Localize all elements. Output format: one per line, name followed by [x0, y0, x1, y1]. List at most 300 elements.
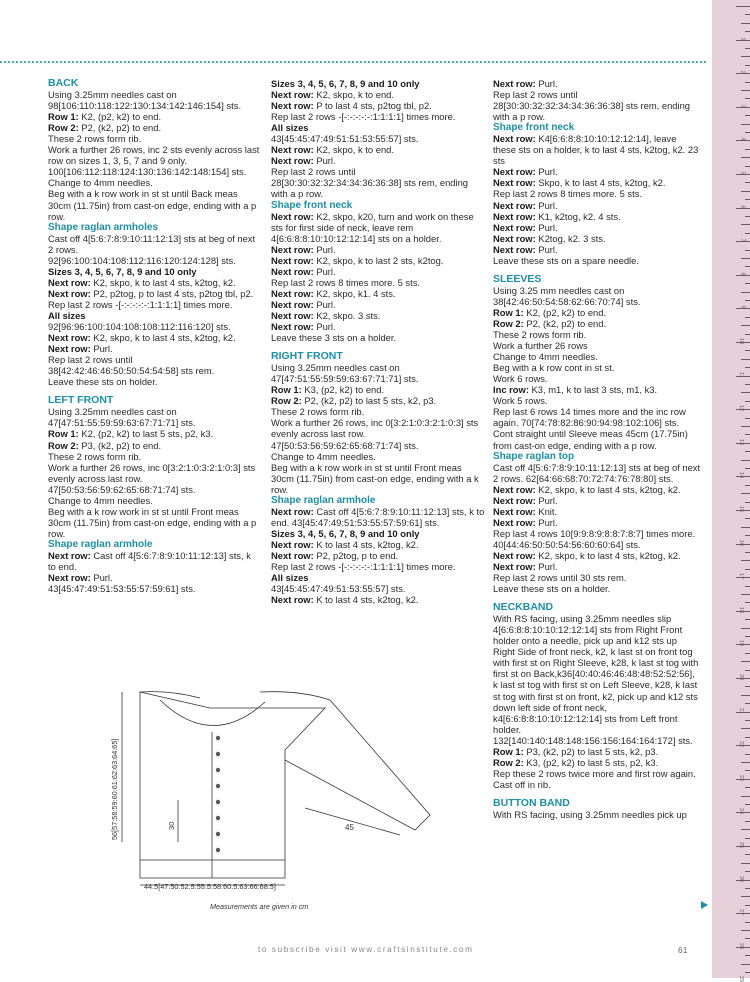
height-label: 56[57:58:59:60:61:62:63:64:65]: [110, 738, 119, 840]
instruction-line: [271, 572, 485, 583]
instruction-label: Row 2:: [48, 439, 79, 451]
ruler-tick: [745, 653, 750, 654]
instruction-line: 47[50:53:56:59:62:65:68:71:74] sts.: [271, 439, 419, 451]
ruler-tick: [745, 266, 750, 267]
ruler-tick: [741, 829, 750, 830]
ruler-number: 15: [737, 505, 744, 513]
instruction-line: Row 2: P2, (k2, p2) to end.: [48, 122, 162, 134]
instruction-line: Row 2: K3, (p2, k2) to last 5 sts, p2, k3.: [493, 756, 659, 768]
instruction-line: Next row: Purl.: [493, 494, 558, 506]
subheading: Shape raglan armhole: [271, 494, 376, 506]
ruler-tick: [745, 619, 750, 620]
ruler-tick: [741, 560, 750, 561]
section-heading: SLEEVES: [493, 272, 542, 285]
ruler-number: 18: [737, 606, 744, 613]
ruler-tick: [745, 502, 750, 503]
instruction-label: Next row:: [271, 89, 314, 101]
instruction-line: Rep last 2 rows until 30 sts rem.: [493, 572, 627, 584]
cardigan-schematic: [100, 690, 445, 890]
instruction-line: Row 1: K2, (p2, k2) to end.: [493, 306, 607, 318]
instruction-line: Next row: Purl.: [271, 321, 336, 333]
instruction-line: Rep last 2 rows -[-:-:-:-:-:1:1:1:1] times more.: [48, 298, 233, 310]
ruler-tick: [736, 137, 750, 141]
ruler-tick: [741, 292, 750, 293]
instruction-line: Row 1: P3, (k2, p2) to last 5 sts, k2, p3.: [493, 745, 659, 757]
ruler-tick: [741, 56, 750, 57]
instruction-line: Using 3.25mm needles cast on 98[106:110:118:122:130:134:142:146:154] sts.: [48, 89, 242, 112]
ruler-tick: [741, 762, 750, 763]
instruction-line: Leave these sts on a holder.: [493, 583, 611, 595]
instruction-label: Next row:: [271, 321, 314, 333]
instruction-line: Using 3.25mm needles cast on 47[47:51:55:59:59:63:67:71:71] sts.: [48, 406, 196, 429]
ruler-number: 9: [739, 305, 746, 309]
ruler-tick: [745, 922, 750, 923]
instruction-line: Change to 4mm needles.: [271, 450, 376, 462]
instruction-line: Next row: K1, k2tog, k2. 4 sts.: [493, 210, 621, 222]
ruler-number: 21: [737, 707, 744, 714]
ruler-tick: [741, 661, 750, 662]
ruler-tick: [745, 686, 750, 687]
ruler-tick: [745, 350, 750, 351]
instruction-label: Next row:: [493, 199, 536, 211]
ruler-number: 11: [738, 371, 745, 378]
ruler-tick: [745, 602, 750, 603]
ruler-tick: [745, 384, 750, 385]
ruler-tick: [741, 930, 750, 931]
instruction-line: Rep last 2 rows 8 times more. 5 sts.: [493, 188, 643, 200]
instruction-line: Next row: P2, p2tog, p to end.: [271, 549, 399, 561]
instruction-label: Next row:: [493, 494, 536, 506]
instruction-label: Next row:: [271, 298, 314, 310]
ruler-tick: [741, 728, 750, 729]
ruler-number: 23: [737, 774, 744, 781]
instruction-line: Work 5 rows.: [493, 395, 548, 407]
instruction-line: Leave these sts on a spare needle.: [493, 254, 639, 266]
instruction-label: Next row:: [48, 572, 91, 584]
ruler-tick: [745, 199, 750, 200]
instruction-line: 92[96:100:104:108:112:116:120:124:128] sts.: [48, 254, 236, 266]
sleeve-outline: [260, 692, 430, 830]
instruction-label: Next row:: [271, 144, 314, 156]
instruction-label: Next row:: [493, 166, 536, 178]
ruler-number: 29: [737, 976, 744, 982]
instruction-line: Next row: Purl.: [493, 221, 558, 233]
ruler-tick: [741, 594, 750, 595]
ruler-number: 22: [737, 741, 744, 748]
instruction-label: Next row:: [493, 210, 536, 222]
instruction-line: Next row: K2, skpo, k to end.: [271, 144, 394, 156]
ruler-number: 16: [737, 539, 744, 546]
ruler-tick: [741, 224, 750, 225]
ruler-tick: [745, 737, 750, 738]
ruler-tick: [741, 796, 750, 797]
instruction-line: Row 1: K3, (p2, k2) to end.: [271, 384, 385, 396]
shoulder-raglan-left: [140, 692, 200, 698]
instruction-line: Rep last 6 rows 14 times more and the inc row again. 70[74:78:82:86:90:94:98:102:106] sts.: [493, 406, 686, 429]
instruction-line: These 2 rows form rib.: [48, 133, 142, 145]
section-heading: BACK: [48, 77, 79, 89]
ruler-number: 12: [737, 405, 744, 412]
ruler-tick: [745, 98, 750, 99]
instruction-line: Cast off 4[5:6:7:8:9:10:11:12:13] sts at beg of next 2 rows. 62[64:66:68:70:72:74:76:78:80] sts.: [493, 461, 701, 484]
instruction-label: Row 2:: [493, 756, 524, 768]
instruction-line: Cast off 4[5:6:7:8:9:10:11:12:13] sts at beg of next 2 rows.: [48, 232, 256, 255]
instruction-label: Next row:: [493, 78, 536, 89]
subheading: Shape front neck: [271, 199, 353, 211]
ruler-tick: [745, 182, 750, 183]
instruction-line: 47[50:53:56:59:62:65:68:71:74] sts.: [48, 483, 196, 495]
ruler-tick: [745, 451, 750, 452]
column-2: [271, 78, 485, 605]
ruler-tick: [745, 938, 750, 939]
instruction-line: Next row: Cast off 4[5:6:7:8:9:10:11:12:13] sts, k to end. 43[45:47:49:51:53:55:57:59:61] sts.: [271, 505, 485, 528]
instruction-line: Rep last 2 rows -[-:-:-:-:-:1:1:1:1] times more.: [271, 561, 456, 573]
instruction-line: Using 3.25mm needles cast on 47[47:51:55:59:59:63:67:71:71] sts.: [271, 362, 419, 385]
ruler-tick: [741, 23, 750, 24]
instruction-line: Leave these 3 sts on a holder.: [271, 332, 397, 344]
ruler-tick: [745, 972, 750, 973]
instruction-label: Next row:: [493, 549, 536, 561]
instruction-label: Next row:: [271, 100, 314, 112]
instruction-line: Row 1: K2, (p2, k2) to end.: [48, 111, 162, 123]
instruction-line: Work a further 26 rows: [493, 340, 588, 352]
ruler-tick: [745, 334, 750, 335]
instruction-line: Change to 4mm needles.: [48, 177, 153, 189]
ruler-tick: [745, 250, 750, 251]
instruction-line: Rep last 2 rows 8 times more. 5 sts.: [271, 276, 421, 288]
ruler-tick: [745, 14, 750, 15]
neck-line: [160, 700, 265, 726]
instruction-label: Next row:: [48, 276, 91, 288]
instruction-line: Next row: K2, skpo, k to end.: [271, 89, 394, 101]
instruction-label: Row 1:: [48, 111, 79, 123]
column-1: [48, 78, 260, 594]
section-heading: LEFT FRONT: [48, 394, 114, 407]
ruler-tick: [745, 636, 750, 637]
instruction-line: These 2 rows form rib.: [48, 450, 142, 462]
instruction-line: Rep last 2 rows until 28[30:30:32:32:34:34:36:36:38] sts rem, ending with a p row.: [271, 166, 469, 200]
ruler-tick: [741, 628, 750, 629]
instruction-label: Next row:: [271, 265, 314, 277]
instruction-label: Row 1:: [493, 745, 524, 757]
instruction-line: Row 2: P2, (k2, p2) to end.: [493, 317, 607, 329]
ruler-number: 27: [737, 909, 744, 916]
instruction-line: Next row: K to last 4 sts, k2tog, k2.: [271, 594, 419, 606]
ruler-tick: [745, 670, 750, 671]
instruction-line: Next row: Cast off 4[5:6:7:8:9:10:11:12:13] sts, k to end.: [48, 549, 251, 573]
instruction-label: Row 1:: [271, 384, 302, 396]
subheading: Shape raglan top: [493, 450, 575, 462]
ruler-tick: [741, 863, 750, 864]
ruler-tick: [745, 317, 750, 318]
ruler-tick: [736, 6, 750, 7]
instruction-label: Next row:: [271, 243, 314, 255]
instruction-label: Inc row:: [493, 384, 529, 396]
ruler-tick: [745, 468, 750, 469]
ruler-tick: [745, 770, 750, 771]
diagram-caption: Measurements are given in cm: [210, 902, 309, 911]
ruler-tick: [745, 518, 750, 519]
instruction-line: Row 1: K2, (p2, k2) to last 5 sts, p2, k3.: [48, 428, 214, 440]
instruction-line: Work a further 26 rows, inc 0[3:2:1:0:3:2:1:0:3] sts evenly across last row.: [48, 461, 256, 484]
ruler-tick: [745, 888, 750, 889]
instruction-line: Next row: Purl.: [271, 155, 336, 167]
ruler-number: 1: [739, 37, 746, 41]
ruler-number: 7: [739, 238, 746, 242]
instruction-line: Change to 4mm needles.: [493, 351, 598, 363]
instruction-line: Work a further 26 rows, inc 0[3:2:1:0:3:2:1:0:3] sts evenly across last row.: [271, 417, 479, 440]
ruler-tick: [745, 485, 750, 486]
ruler-tick: [741, 90, 750, 91]
instruction-label: Next row:: [493, 232, 536, 244]
instruction-line: Next row: K2, skpo, k to last 4 sts, k2tog, k2.: [493, 549, 681, 561]
continue-arrow-icon: [701, 901, 708, 909]
ruler-number: 14: [737, 472, 744, 479]
subheading: Shape front neck: [493, 122, 575, 134]
page-number: 61: [678, 945, 688, 955]
instruction-label: Next row:: [271, 505, 314, 517]
ruler-tick: [741, 258, 750, 259]
instruction-line: Beg with a k row work in st st until Front meas 30cm (11.75in) from cast-on edge, ending with a p row.: [48, 505, 257, 539]
instruction-label: Next row:: [493, 516, 536, 528]
instruction-line: Next row: Purl.: [493, 516, 558, 528]
instruction-label: Row 1:: [493, 306, 524, 318]
instruction-line: Beg with a k row cont in st st.: [493, 362, 615, 374]
instruction-label: Sizes 3, 4, 5, 6, 7, 8, 9 and 10 only: [48, 265, 197, 277]
instruction-label: Next row:: [271, 254, 314, 266]
ruler-tick: [741, 359, 750, 360]
ruler-tick: [745, 804, 750, 805]
instruction-line: Next row: K2tog, k2. 3 sts.: [493, 232, 606, 244]
instruction-line: 43[45:47:49:51:53:55:57:59:61] sts.: [48, 583, 196, 595]
instruction-line: Cont straight until Sleeve meas 45cm (17.75in) from cast-on edge, ending with a p row.: [493, 428, 688, 451]
ruler-number: 3: [739, 104, 746, 108]
ruler-tick: [745, 905, 750, 906]
ruler-tick: [745, 115, 750, 116]
instruction-line: 43[45:45:47:49:51:53:55:57] sts.: [271, 583, 406, 595]
ruler-number: 28: [737, 942, 744, 949]
section-heading: RIGHT FRONT: [271, 350, 343, 363]
ruler-tick: [736, 305, 750, 309]
instruction-label: Next row:: [48, 332, 91, 344]
buttons: [216, 736, 220, 852]
ruler-tick: [745, 233, 750, 234]
instruction-line: Next row: K4[6:6:8:8:10:10:12:12:14], leave these sts on a holder, k to last 4 sts, k2tog, k2. 23 sts: [493, 133, 699, 167]
ruler-number: 10: [737, 337, 744, 345]
ruler-tick: [745, 367, 750, 368]
instruction-label: All sizes: [271, 572, 309, 584]
ruler-tick: [741, 325, 750, 326]
ruler-tick: [741, 964, 750, 965]
instruction-label: All sizes: [48, 309, 86, 321]
instruction-line: Beg with a k row work in st st until Back meas 30cm (11.75in) from cast-on edge, ending with a p row.: [48, 188, 257, 222]
ruler-number: 5: [739, 171, 746, 175]
sleeve-label: 45: [345, 823, 354, 832]
ruler-tick: [745, 82, 750, 83]
instruction-line: [48, 310, 260, 321]
ruler-tick: [741, 527, 750, 528]
instruction-label: Next row:: [493, 243, 536, 255]
instruction-line: Row 2: P3, (k2, p2) to end.: [48, 439, 162, 451]
ruler-number: 4: [739, 137, 746, 141]
instruction-line: These 2 rows form rib.: [271, 406, 365, 418]
instruction-line: [48, 266, 260, 277]
ruler-number: 6: [739, 205, 746, 209]
instruction-line: Next row: Purl.: [493, 199, 558, 211]
instruction-label: Next row:: [493, 483, 536, 495]
instruction-line: Next row: Purl.: [48, 343, 113, 355]
instruction-line: Next row: P to last 4 sts, p2tog tbl, p2.: [271, 100, 432, 112]
instruction-line: Next row: Purl.: [48, 572, 113, 584]
instruction-label: Sizes 3, 4, 5, 6, 7, 8, 9 and 10 only: [271, 527, 420, 539]
ruler-tick: [745, 838, 750, 839]
instruction-label: Next row:: [493, 133, 536, 145]
ruler-tick: [745, 434, 750, 435]
inner-label: 30: [167, 821, 176, 830]
instruction-line: Next row: Purl.: [493, 78, 558, 89]
instruction-line: [271, 122, 485, 133]
instruction-line: With RS facing, using 3.25mm needles slip 4[6:6:8:8:10:10:12:12:14] sts from Right Front holder onto a needle, pick up and k12 sts up Right Side of front neck, k2, k last st on front tog with first st on Right Sleeve, k28, k last st tog with first st on Back,k36[40:40:46:46:48:48:52:52:56], k last st tog with first st on Left Sleeve, k28, k last st tog with first st on front, k2, pick up and k12 sts down left side of front neck, k4[6:6:8:8:10:10:12:12:14] sts from Left front holder.: [493, 613, 699, 735]
ruler-tick: [745, 65, 750, 66]
instruction-line: Next row: K2, skpo. 3 sts.: [271, 309, 381, 321]
instruction-label: Next row:: [271, 594, 314, 606]
instruction-line: Next row: P2, p2tog, p to last 4 sts, p2tog tbl, p2.: [48, 287, 254, 299]
instruction-line: Next row: K to last 4 sts, k2tog, k2.: [271, 538, 419, 550]
instruction-line: Next row: Skpo, k to last 4 sts, k2tog, k2.: [493, 177, 666, 189]
ruler-number: 20: [737, 673, 744, 681]
ruler-tick: [741, 392, 750, 393]
instruction-line: Next row: Purl.: [271, 298, 336, 310]
instruction-line: [271, 78, 485, 89]
instruction-label: Next row:: [271, 538, 314, 550]
instruction-line: Work 6 rows.: [493, 373, 548, 385]
instruction-line: 43[45:45:47:49:51:51:53:55:57] sts.: [271, 133, 419, 145]
instruction-line: [271, 528, 485, 539]
ruler-tick: [741, 896, 750, 897]
instruction-line: Next row: K2, skpo, k20, turn and work on these sts for first side of neck, leave rem 4[6:6:8:8:10:10:12:12:14] sts on a holder.: [271, 210, 474, 244]
ruler-number: 19: [737, 640, 744, 647]
instruction-line: Rep last 2 rows until 28[30:30:32:32:34:34:36:36:38] sts rem, ending with a p row.: [493, 89, 691, 123]
instruction-line: Next row: Purl.: [271, 243, 336, 255]
width-label: 44.5[47:50:52.5:55.5:58:60.5:63:66:68.5]: [144, 882, 276, 891]
ruler-tick: [741, 460, 750, 461]
section-heading: BUTTON BAND: [493, 796, 570, 809]
ruler-tick: [745, 48, 750, 49]
instruction-label: Next row:: [271, 287, 314, 299]
instruction-line: Next row: Purl.: [493, 561, 558, 573]
instruction-line: Next row: K2, skpo, k1. 4 sts.: [271, 287, 396, 299]
ruler-tick: [745, 821, 750, 822]
instruction-line: Next row: K2, skpo, k to last 4 sts, k2tog, k2.: [48, 276, 236, 288]
ruler-tick: [741, 124, 750, 125]
ruler-tick: [741, 493, 750, 494]
ruler-number: 17: [737, 573, 744, 580]
ruler-tick: [745, 31, 750, 32]
ruler-tick: [745, 216, 750, 217]
ruler-number: 8: [739, 272, 746, 276]
ruler-number: 13: [737, 438, 744, 445]
instruction-label: Sizes 3, 4, 5, 6, 7, 8, 9 and 10 only: [271, 78, 420, 89]
instruction-line: Next row: Purl.: [493, 243, 558, 255]
ruler: [712, 0, 750, 982]
instruction-label: Next row:: [48, 549, 91, 561]
instruction-line: Row 2: P2, (k2, p2) to last 5 sts, k2, p3.: [271, 395, 437, 407]
instruction-line: Change to 4mm needles.: [48, 494, 153, 506]
instruction-line: 132[140:140:148:148:156:156:164:164:172] sts.: [493, 734, 693, 746]
ruler-tick: [745, 854, 750, 855]
instruction-line: Rep last 2 rows -[-:-:-:-:-:1:1:1:1] times more.: [271, 111, 456, 123]
ruler-tick: [745, 283, 750, 284]
top-divider: [0, 61, 706, 63]
instruction-line: Next row: K2, skpo, k to last 2 sts, k2tog.: [271, 254, 444, 266]
column-3: [493, 78, 701, 820]
ruler-tick: [745, 586, 750, 587]
instruction-label: Next row:: [48, 287, 91, 299]
ruler-tick: [745, 132, 750, 133]
footer-subscribe: to subscribe visit www.craftsinstitute.com: [258, 945, 474, 954]
ruler-tick: [741, 695, 750, 696]
instruction-line: Inc row: K3, m1, k to last 3 sts, m1, k3.: [493, 384, 658, 396]
ruler-tick: [745, 552, 750, 553]
instruction-label: Row 2:: [493, 317, 524, 329]
instruction-label: Next row:: [493, 221, 536, 233]
instruction-line: Leave these sts on holder.: [48, 376, 158, 388]
ruler-tick: [741, 426, 750, 427]
instruction-line: Next row: Purl.: [493, 166, 558, 178]
instruction-label: Next row:: [493, 177, 536, 189]
instruction-label: Next row:: [48, 343, 91, 355]
ruler-tick: [745, 754, 750, 755]
ruler-tick: [745, 166, 750, 167]
ruler-tick: [745, 720, 750, 721]
instruction-line: Cast off in rib.: [493, 778, 551, 790]
instruction-line: Beg with a k row work in st st until Front meas 30cm (11.75in) from cast-on edge, ending with a k row.: [271, 461, 479, 495]
instruction-line: Rep these 2 rows twice more and first row again.: [493, 767, 696, 779]
ruler-tick: [745, 418, 750, 419]
body-outline: [140, 692, 325, 878]
instruction-label: Row 2:: [48, 122, 79, 134]
instruction-label: Next row:: [271, 549, 314, 561]
section-heading: NECKBAND: [493, 601, 554, 614]
instruction-line: With RS facing, using 3.25mm needles pick up: [493, 809, 687, 820]
ruler-number: 24: [737, 808, 744, 815]
ruler-number: 2: [739, 70, 746, 74]
ruler-tick: [741, 157, 750, 158]
instruction-label: Row 1:: [48, 428, 79, 440]
ruler-tick: [745, 300, 750, 301]
instruction-line: Next row: K2, skpo, k to last 4 sts, k2tog, k2.: [48, 332, 236, 344]
instruction-line: Using 3.25 mm needles cast on 38[42:46:50:54:58:62:66:70:74] sts.: [493, 284, 641, 307]
instruction-line: 92[96:96:100:104:108:108:112:116:120] sts.: [48, 321, 231, 333]
ruler-tick: [745, 703, 750, 704]
instruction-line: Next row: Knit.: [493, 505, 558, 517]
ruler-number: 26: [737, 875, 744, 882]
ruler-tick: [745, 871, 750, 872]
instruction-label: Next row:: [271, 210, 314, 222]
ruler-tick: [741, 191, 750, 192]
instruction-label: Next row:: [493, 561, 536, 573]
ruler-tick: [745, 955, 750, 956]
instruction-label: Row 2:: [271, 395, 302, 407]
instruction-line: These 2 rows form rib.: [493, 329, 587, 341]
subheading: Shape raglan armhole: [48, 538, 153, 550]
instruction-line: Work a further 26 rows, inc 2 sts evenly across last row on sizes 1, 3, 5, 7 and 9 only. 100[106:112:118:124:130:136:142:148:154] sts.: [48, 144, 260, 178]
ruler-number: 25: [737, 841, 744, 849]
ruler-tick: [745, 569, 750, 570]
instruction-line: Next row: K2, skpo, k to last 4 sts, k2tog, k2.: [493, 483, 681, 495]
ruler-tick: [745, 401, 750, 402]
subheading: Shape raglan armholes: [48, 221, 159, 233]
